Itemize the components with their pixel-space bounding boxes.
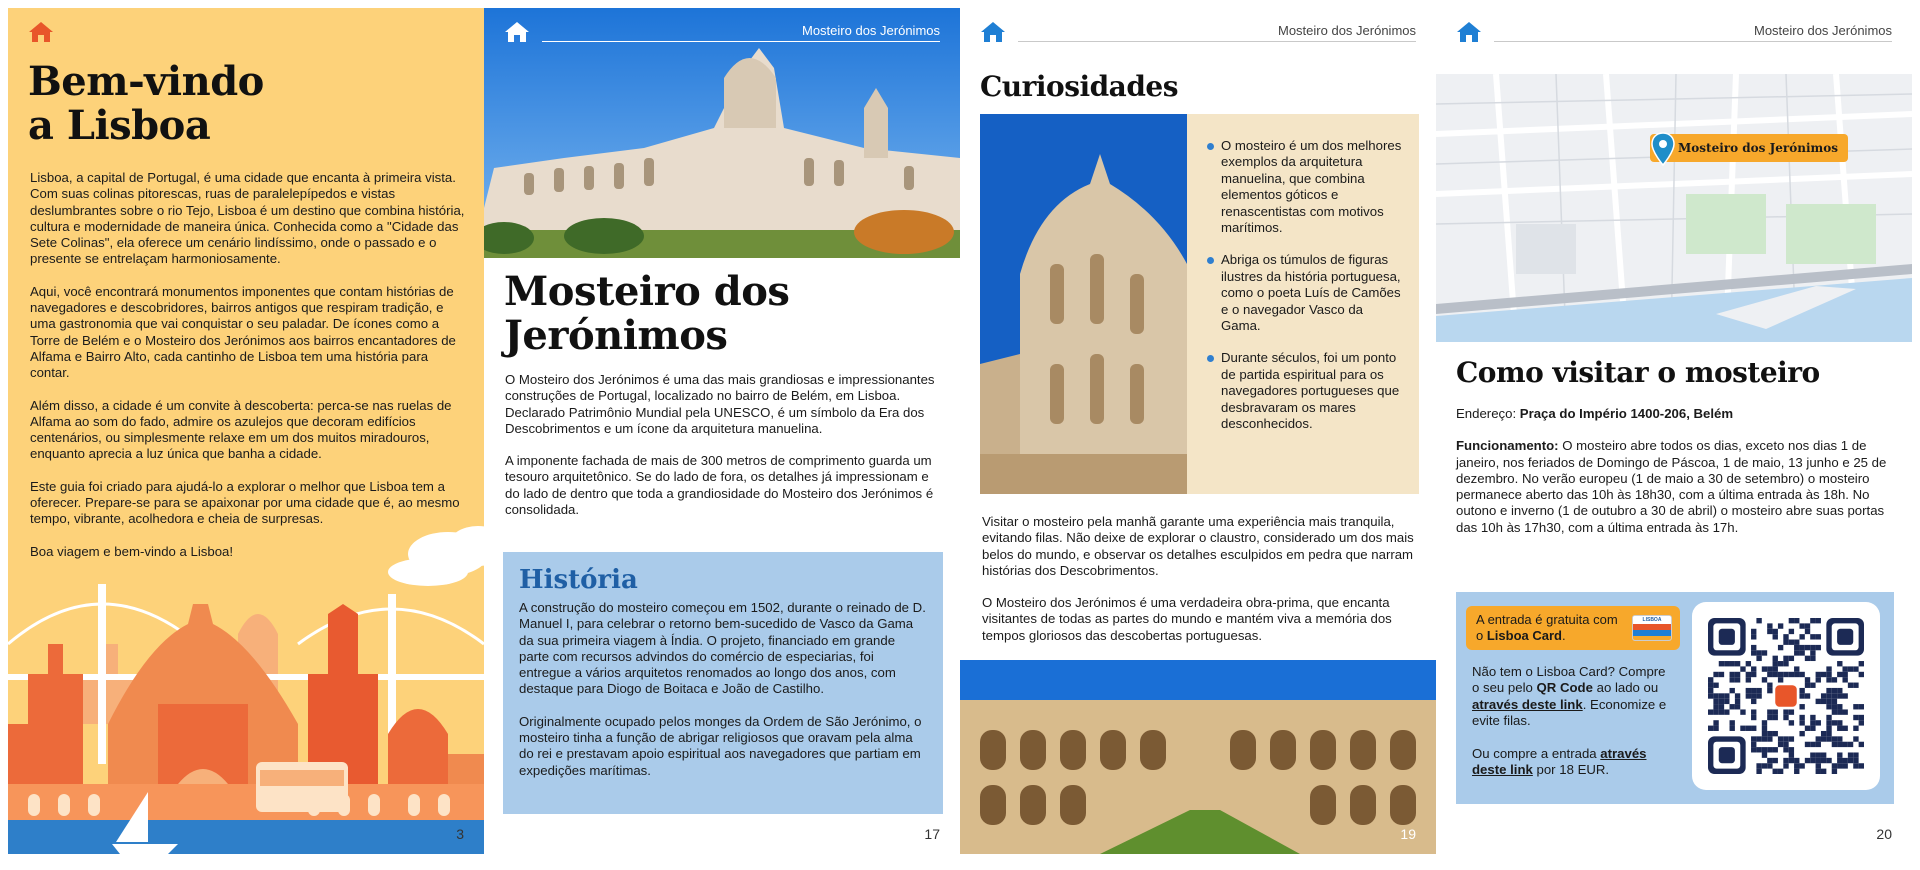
badge-text: . xyxy=(1561,628,1566,643)
history-heading: História xyxy=(519,565,638,595)
paragraph: Este guia foi criado para ajudá-lo a explorar o melhor que Lisboa tem a oferecer. Prepare-se para se apaixonar por uma cidade que é, ao mesmo tempo, vibrante, acolhedora e cheia de surpresas. xyxy=(30,478,460,527)
qr-code-label: QR Code xyxy=(1536,680,1593,696)
text-run: . Economize e evite filas. xyxy=(1472,696,1667,729)
page-title: Curiosidades xyxy=(980,70,1178,103)
paragraph: A imponente fachada de mais de 300 metros de comprimento guarda um tesouro arquitetônico. Se do lado de fora, os detalhes já impressionam e do lado de dentro que toda a grandiosidade do Mosteiro dos Jerónimos é consolidada. xyxy=(505,453,934,518)
address-label: Endereço: xyxy=(1456,406,1517,421)
list-item: Abriga os túmulos de figuras ilustres da história portuguesa, como o poeta Luís de Camões e o navegador Vasco da Gama. xyxy=(1207,252,1405,334)
visit-tips-text xyxy=(982,514,1418,660)
header-divider xyxy=(1018,41,1416,42)
header-section-title: Mosteiro dos Jerónimos xyxy=(802,23,940,38)
paragraph: Originalmente ocupado pelos monges da Ordem de São Jerónimo, o mosteiro tinha a função de abrigar religiosos que oravam pela alma do rei e prestavam apoio espiritual aos navegadores que partiam em expedições marítimas. xyxy=(519,713,922,778)
page-welcome xyxy=(8,8,484,854)
paragraph: Boa viagem e bem-vindo a Lisboa! xyxy=(30,543,234,559)
paragraph: Além disso, a cidade é um convite à descoberta: perca-se nas ruelas de Alfama ao som do fado, admire os azulejos que decoram edifícios centenários, ou simplesmente relaxe em um dos muitos miradouros, enquanto aprecia a luz única que banha a cidade. xyxy=(30,397,452,462)
monastery-detail-photo xyxy=(980,114,1187,494)
buy-card-link[interactable]: através deste link xyxy=(1472,696,1583,712)
page-number: 3 xyxy=(456,826,464,842)
paragraph: A construção do mosteiro começou em 1502, durante o reinado de D. Manuel I, para celebrar o retorno bem-sucedido de Vasco da Gama da sua primeira viagem à Índia. O projeto, financiado em grande parte com recursos advindos do comércio de especiarias, foi entregue a vários arquitetos renomados ao longo dos anos, com destaque para Diogo de Boitaca e João de Castilho. xyxy=(519,600,926,697)
title-line: Mosteiro dos xyxy=(504,268,790,315)
lisboa-card-icon xyxy=(1632,615,1672,641)
address-value: Praça do Império 1400-206, Belém xyxy=(1519,406,1734,421)
badge-text: A entrada é gratuita com xyxy=(1476,612,1618,627)
header-section-title: Mosteiro dos Jerónimos xyxy=(1754,23,1892,38)
paragraph: Aqui, você encontrará monumentos imponentes que contam histórias de navegadores e descobridores, bairros antigos que respiram tradição, e uma gastronomia que vai conquistar o seu paladar. De ícones como a Torre de Belém e o Mosteiro dos Jerónimos aos bairros encantadores de Alfama e Bairro Alto, cada cantinho de Lisboa tem uma história para contar. xyxy=(30,283,456,381)
page-title: Como visitar o mosteiro xyxy=(1456,356,1820,389)
paragraph: Visitar o mosteiro pela manhã garante uma experiência mais tranquila, evitando filas. Não deixe de explorar o claustro, considerado um dos mais belos do mundo, e observar os detalhes esculpidos em pedra que narram histórias dos Descobrimentos. xyxy=(982,514,1414,578)
home-icon[interactable] xyxy=(980,20,1006,44)
map-label-text: Mosteiro dos Jerónimos xyxy=(1678,141,1838,155)
header-divider xyxy=(1494,41,1892,42)
lisbon-skyline-illustration xyxy=(8,524,484,854)
history-box xyxy=(503,552,943,814)
list-item: Durante séculos, foi um ponto de partida espiritual para os navegadores portugueses que desbravaram os mares desconhecidos. xyxy=(1207,350,1405,432)
visit-info-text xyxy=(1456,406,1896,552)
page-title xyxy=(504,270,789,358)
home-icon[interactable] xyxy=(28,20,54,44)
hours-line xyxy=(1456,438,1896,536)
paragraph: Lisboa, a capital de Portugal, é uma cidade que encanta à primeira vista. Com suas colinas pitorescas, ruas de paralelepípedos e vistas deslumbrantes sobre o rio Tejo, Lisboa é um destino que combina história, cultura e modernidade de maneira única. Conhecida como a "Cidade das Sete Colinas", ela oferece um cenário lindíssimo, onde o passado e o presente se entrelaçam harmoniosamente. xyxy=(30,170,465,267)
hours-label: Funcionamento: xyxy=(1456,438,1559,454)
location-map[interactable] xyxy=(1436,74,1912,342)
hours-text: O mosteiro abre todos os dias, exceto nos dias 1 de janeiro, nos feriados de Domingo de Páscoa, 1 de maio, 13 junho e 25 de dezembro. No verão europeu (1 de maio a 30 de setembro) o mosteiro permanece aberto das 10h às 18h30, com a última entrada às 18h. No outono e inverno (1 de outubro a 30 de abril) o mosteiro abre suas portas das 10h às 17h30, com a última entrada às 17h. xyxy=(1456,438,1887,535)
text-run: ao lado ou xyxy=(1592,680,1659,696)
text-run: Não tem o Lisboa Card? Compre o seu pelo xyxy=(1472,664,1666,696)
page-monastery xyxy=(484,8,960,854)
map-tiles xyxy=(1436,74,1912,342)
page-number: 20 xyxy=(1876,826,1892,842)
page-how-to-visit xyxy=(1436,8,1912,854)
lisboa-card-badge xyxy=(1466,606,1680,650)
monastery-intro-text xyxy=(505,372,945,534)
page-number: 19 xyxy=(1400,826,1416,842)
header-section-title: Mosteiro dos Jerónimos xyxy=(1278,23,1416,38)
title-line: Jerónimos xyxy=(504,312,728,359)
purchase-paragraph xyxy=(1472,664,1672,730)
qr-code[interactable] xyxy=(1708,618,1864,774)
map-location-label[interactable] xyxy=(1650,134,1848,162)
cloister-photo xyxy=(960,660,1436,854)
card-icon-text: LISBOA xyxy=(1633,616,1671,624)
purchase-paragraph xyxy=(1472,746,1672,779)
page-number: 17 xyxy=(924,826,940,842)
home-icon[interactable] xyxy=(504,20,530,44)
badge-text: o xyxy=(1476,628,1487,643)
home-icon[interactable] xyxy=(1456,20,1482,44)
title-line: a Lisboa xyxy=(28,102,211,149)
list-item: O mosteiro é um dos melhores exemplos da arquitetura manuelina, que combina elementos góticos e renascentistas com motivos marítimos. xyxy=(1207,138,1405,236)
header-divider xyxy=(542,41,940,42)
paragraph: O Mosteiro dos Jerónimos é uma das mais grandiosas e impressionantes construções de Portugal, localizado no bairro de Belém, em Lisboa. Declarado Patrimônio Mundial pela UNESCO, é um símbolo da Era dos Descobrimentos e um ícone da arquitetura manuelina. xyxy=(505,372,935,436)
page-title xyxy=(28,60,264,148)
intro-text xyxy=(30,170,470,576)
map-pin-icon[interactable] xyxy=(1650,132,1676,166)
purchase-text xyxy=(1472,664,1672,794)
text-run: Ou compre a entrada xyxy=(1472,745,1601,761)
address-line xyxy=(1456,406,1896,422)
text-run: por 18 EUR. xyxy=(1532,762,1610,778)
badge-card-name: Lisboa Card xyxy=(1486,628,1562,643)
buy-ticket-link[interactable]: através deste link xyxy=(1472,745,1647,778)
paragraph: O Mosteiro dos Jerónimos é uma verdadeira obra-prima, que encanta visitantes de todas as partes do mundo e mantém viva a memória dos tempos gloriosos das descobertas portuguesas. xyxy=(982,595,1392,643)
ticket-box xyxy=(1456,592,1894,804)
title-line: Bem-vindo xyxy=(28,58,264,105)
page-curiosities xyxy=(960,8,1436,854)
monastery-facade-photo xyxy=(484,8,960,258)
curiosities-list-box xyxy=(1187,114,1419,494)
qr-code-card xyxy=(1692,602,1880,790)
